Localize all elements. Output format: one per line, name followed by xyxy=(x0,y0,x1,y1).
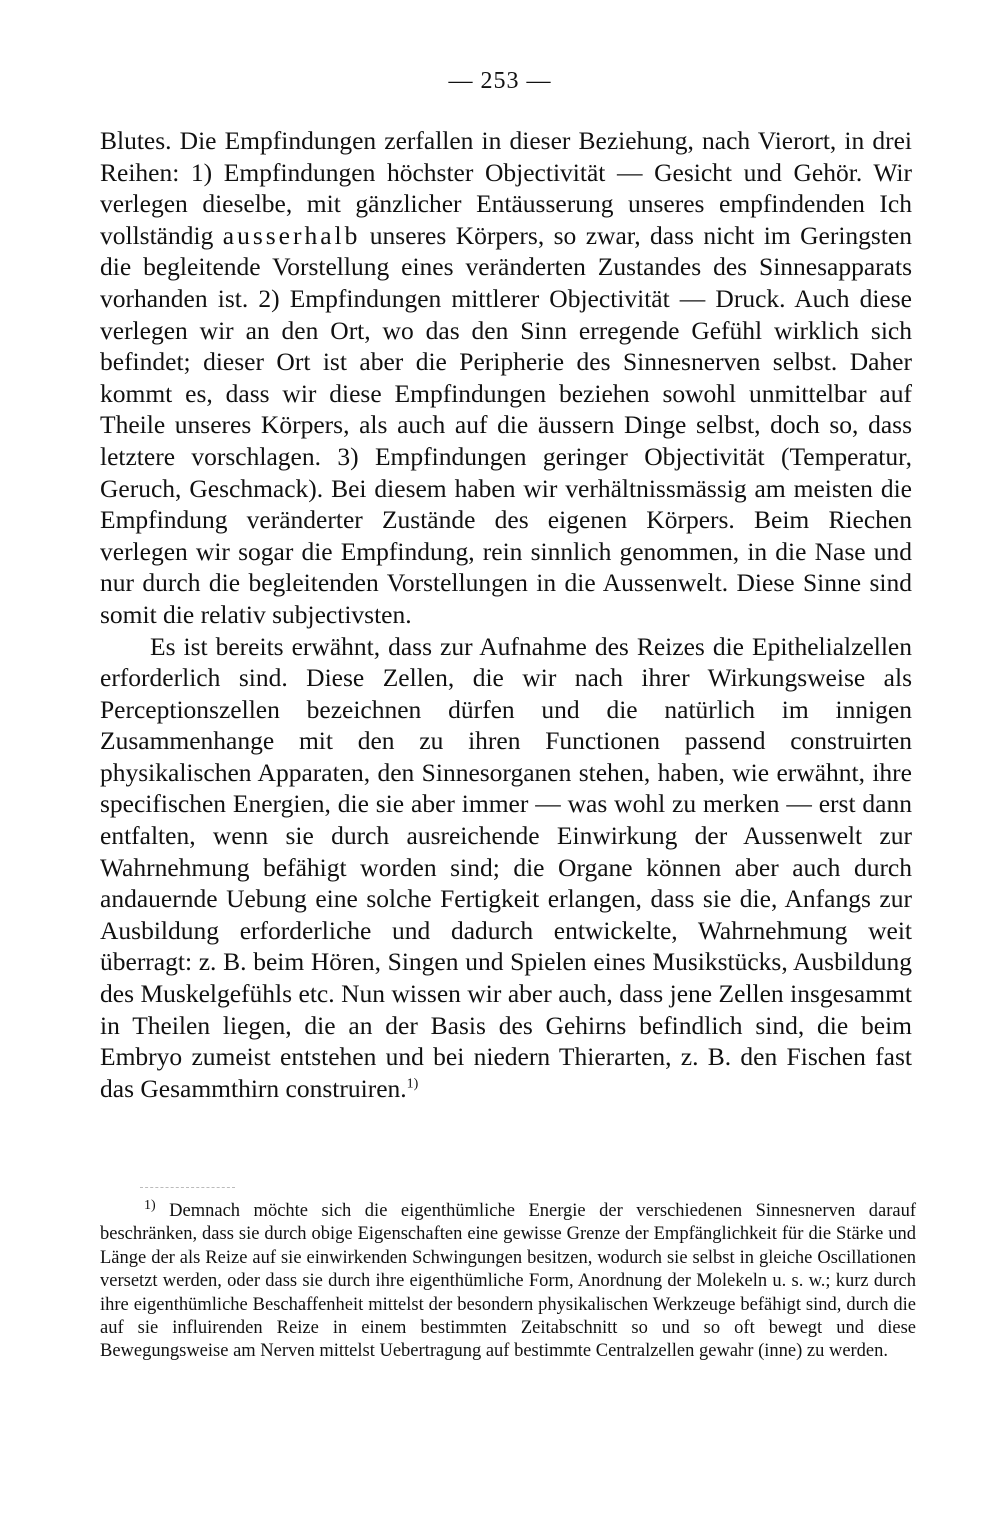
paragraph-1-part-2: unseres Körpers, so zwar, dass nicht im Geringsten die begleitende Vorstellung eines veränderten Zustandes des Sinnesapparats vorhanden ist. 2) Empfindungen mittlerer Objectivität — Druck. Auch diese verlegen wir an den Ort, wo das den Sinn erregende Gefühl wirklich sich befindet; dieser Ort ist aber die Peripherie des Sinnesnerven selbst. Daher kommt es, dass wir diese Empfindungen beziehen sowohl unmittelbar auf Theile unseres Körpers, als auch auf die äussern Dinge selbst, doch so, dass letztere vorschlagen. 3) Empfindungen geringer Objectivität (Temperatur, Geruch, Geschmack). Bei diesem haben wir verhältnissmässig am meisten die Empfindung veränderter Zustände des eigenen Körpers. Beim Riechen verlegen wir sogar die Empfindung, rein sinnlich genommen, in die Nase und nur durch die begleitenden Vorstellungen in die Aussenwelt. Diese Sinne sind somit die relativ subjectivsten. xyxy=(100,220,912,629)
paragraph-2-text: Es ist bereits erwähnt, dass zur Aufnahme des Reizes die Epithelialzellen erforderlich sind. Diese Zellen, die wir nach ihrer Wirkungsweise als Perceptionszellen bezeichnen dürfen und die natürlich im innigen Zusammenhange mit den zu ihren Functionen passend construirten physikalischen Apparaten, den Sinnesorganen stehen, haben, wie erwähnt, ihre specifischen Energien, die sie aber immer — was wohl zu merken — erst dann entfalten, wenn sie durch ausreichende Einwirkung der Aussenwelt zur Wahrnehmung befähigt worden sind; die Organe können aber auch durch andauernde Uebung eine solche Fertigkeit erlangen, dass sie die, Anfangs zur Ausbildung erforderliche und dadurch entwickelte, Wahrnehmung weit überragt: z. B. beim Hören, Singen und Spielen eines Musikstücks, Ausbildung des Muskelgefühls etc. Nun wissen wir aber auch, dass jene Zellen insgesammt in Theilen liegen, die an der Basis des Gehirns befindlich sind, die beim Embryo zumeist entstehen und bei niedern Thierarten, z. B. den Fischen fast das Gesammthirn construiren. xyxy=(100,631,912,1103)
paragraph-1 xyxy=(100,125,912,631)
footnote-marker: 1) xyxy=(144,1197,156,1213)
paragraph-2 xyxy=(100,631,912,1105)
footnote-separator xyxy=(140,1187,235,1188)
emphasized-word: ausserhalb xyxy=(222,220,361,250)
body-text xyxy=(100,125,912,1104)
footnote-text: Demnach möchte sich die eigenthümliche Energie der verschiedenen Sinnesnerven darauf beschränken, dass sie durch obige Eigenschaften eine gewisse Grenze der Empfänglichkeit für die Stärke und Länge der als Reize auf sie einwirkenden Schwingungen besitzen, wodurch sie selbst in gleiche Oscillationen versetzt werden, oder dass sie durch ihre eigenthümliche Form, Anordnung der Molekeln u. s. w.; kurz durch ihre eigenthümliche Beschaffenheit mittelst der besondern physikalischen Werkzeuge befähigt sind, durch die auf sie influirenden Reize in einem bestimmten Zeitabschnitt so und so oft bewegt und diese Bewegungsweise am Nerven mittelst Uebertragung auf bestimmte Centralzellen gewahr (inne) zu werden. xyxy=(100,1201,916,1362)
page-number: — 253 — xyxy=(448,68,552,94)
footnote xyxy=(100,1197,916,1364)
paragraph-1-part-1: Blutes. Die Empfindungen zerfallen in dieser Beziehung, nach Vierort, in drei Reihen: 1) Empfindungen höchster Objectivität — Gesicht und Gehör. Wir verlegen dieselbe, mit gänzlicher Entäusserung unseres empfindenden Ich vollständig xyxy=(100,126,912,250)
footnote-reference[interactable]: 1) xyxy=(406,1076,419,1092)
